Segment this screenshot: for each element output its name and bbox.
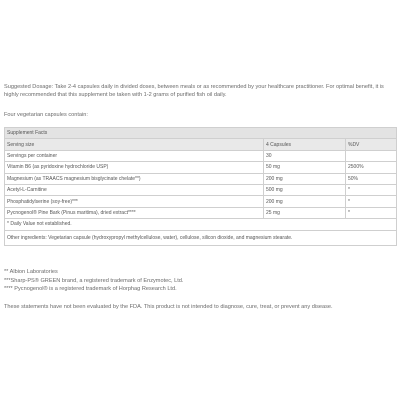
footnote-sharp-ps: ***Sharp-PS® GREEN brand, a registered trademark of Enzymotec, Ltd.	[4, 277, 184, 284]
nutrient-amount: 200 mg	[264, 173, 346, 184]
nutrient-amount: 25 mg	[264, 207, 346, 218]
table-row	[5, 162, 397, 173]
nutrient-amount: 30	[264, 150, 346, 161]
nutrient-dv: *	[346, 184, 397, 195]
supplement-facts-title: Supplement Facts	[5, 128, 397, 139]
nutrient-dv: *	[346, 207, 397, 218]
footnote-pycnogenol: **** Pycnogenol® is a registered trademark of Horphag Research Ltd.	[4, 286, 177, 292]
nutrient-name: Vitamin B6 (as pyridoxine hydrochloride USP)	[5, 162, 264, 173]
capsules-contain-text: Four vegetarian capsules contain:	[4, 112, 88, 118]
nutrient-name: Magnesium (as TRAACS magnesium bisglycinate chelate**)	[5, 173, 264, 184]
nutrient-dv: 50%	[346, 173, 397, 184]
nutrient-name: Phosphatidylserine (soy-free)***	[5, 196, 264, 207]
daily-value-note-row	[5, 219, 397, 230]
nutrient-dv: 2500%	[346, 162, 397, 173]
table-title-row	[5, 128, 397, 139]
table-row	[5, 207, 397, 218]
header-amount: 4 Capsules	[264, 139, 346, 150]
fda-disclaimer: These statements have not been evaluated by the FDA. This product is not intended to diagnose, cure, treat, or prevent any disease.	[4, 304, 333, 310]
table-row	[5, 150, 397, 161]
table-header-row	[5, 139, 397, 150]
other-ingredients: Other ingredients: Vegetarian capsule (hydroxypropyl methylcellulose, water), cellulose, silicon dioxide, and magnesium stearate.	[5, 230, 397, 245]
footnote-albion: ** Albion Laboratories	[4, 269, 58, 275]
nutrient-name: Acetyl-L-Carnitine	[5, 184, 264, 195]
nutrient-dv: *	[346, 196, 397, 207]
suggested-dosage-text: Suggested Dosage: Take 2-4 capsules daily in divided doses, between meals or as recommended by your healthcare practitioner. For optimal benefit, it is highly recommended that this supplement be taken with 1-2 grams of purified fish oil daily.	[4, 84, 384, 99]
table-row	[5, 173, 397, 184]
table-row	[5, 184, 397, 195]
header-dv: %DV	[346, 139, 397, 150]
nutrient-name: Pycnogenol® Pine Bark (Pinus maritima), dried extract****	[5, 207, 264, 218]
nutrient-dv	[346, 150, 397, 161]
table-row	[5, 196, 397, 207]
daily-value-note: * Daily Value not established.	[5, 219, 397, 230]
header-serving-size: Serving size	[5, 139, 264, 150]
supplement-facts-table	[4, 127, 397, 246]
nutrient-amount: 50 mg	[264, 162, 346, 173]
other-ingredients-row	[5, 230, 397, 245]
nutrient-amount: 200 mg	[264, 196, 346, 207]
nutrient-name: Servings per container	[5, 150, 264, 161]
nutrient-amount: 500 mg	[264, 184, 346, 195]
